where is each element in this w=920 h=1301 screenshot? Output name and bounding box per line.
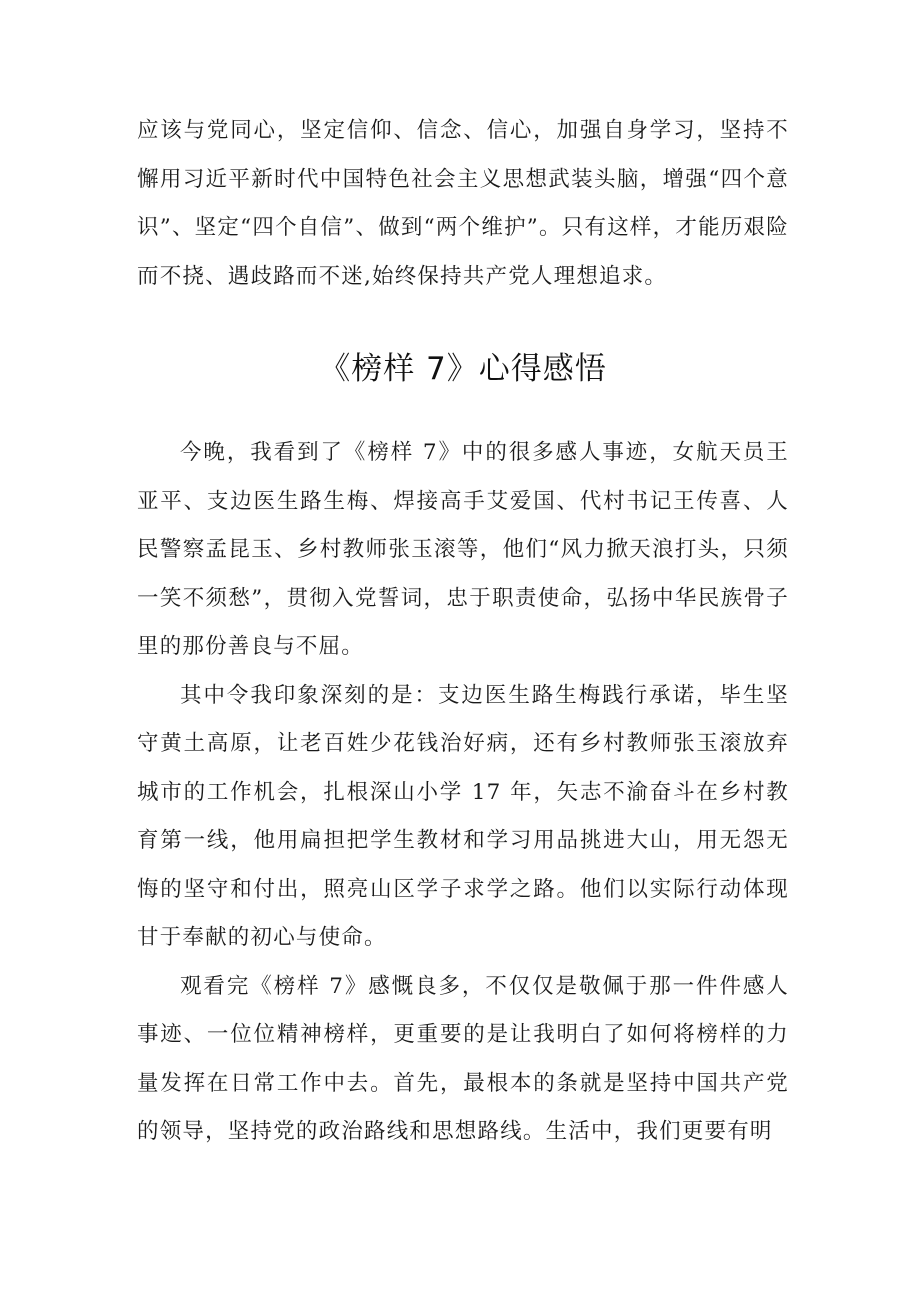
document-body: [137, 107, 789, 1157]
body-paragraph-2: 其中令我印象深刻的是：支边医生路生梅践行承诺，毕生坚守黄土高原，让老百姓少花钱治好病，还有乡村教师张玉滚放弃城市的工作机会，扎根深山小学 17 年，矢志不渝奋斗在乡村教育第一线，他用扁担把学生教材和学习用品挑进大山，用无怨无悔的坚守和付出，照亮山区学子求学之路。他们以实际行动体现甘于奉献的初心与使命。: [137, 682, 789, 950]
continuation-paragraph: 应该与党同心，坚定信仰、信念、信心，加强自身学习，坚持不懈用习近平新时代中国特色社会主义思想武装头脑，增强“四个意识”、坚定“四个自信”、做到“两个维护”。只有这样，才能历艰险而不挠、遇歧路而不迷,始终保持共产党人理想追求。: [137, 118, 789, 289]
body-paragraph-3: 观看完《榜样 7》感慨良多，不仅仅是敬佩于那一件件感人事迹、一位位精神榜样，更重要的是让我明白了如何将榜样的力量发挥在日常工作中去。首先，最根本的条就是坚持中国共产党的领导，坚持党的政治路线和思想路线。生活中，我们更要有明: [137, 973, 789, 1144]
body-paragraph-1: 今晚，我看到了《榜样 7》中的很多感人事迹，女航天员王亚平、支边医生路生梅、焊接高手艾爱国、代村书记王传喜、人民警察孟昆玉、乡村教师张玉滚等，他们“风力掀天浪打头，只须一笑不须愁”，贯彻入党誓词，忠于职责使命，弘扬中华民族骨子里的那份善良与不屈。: [137, 440, 789, 659]
article-title: 《榜样 7》心得感悟: [319, 351, 607, 387]
